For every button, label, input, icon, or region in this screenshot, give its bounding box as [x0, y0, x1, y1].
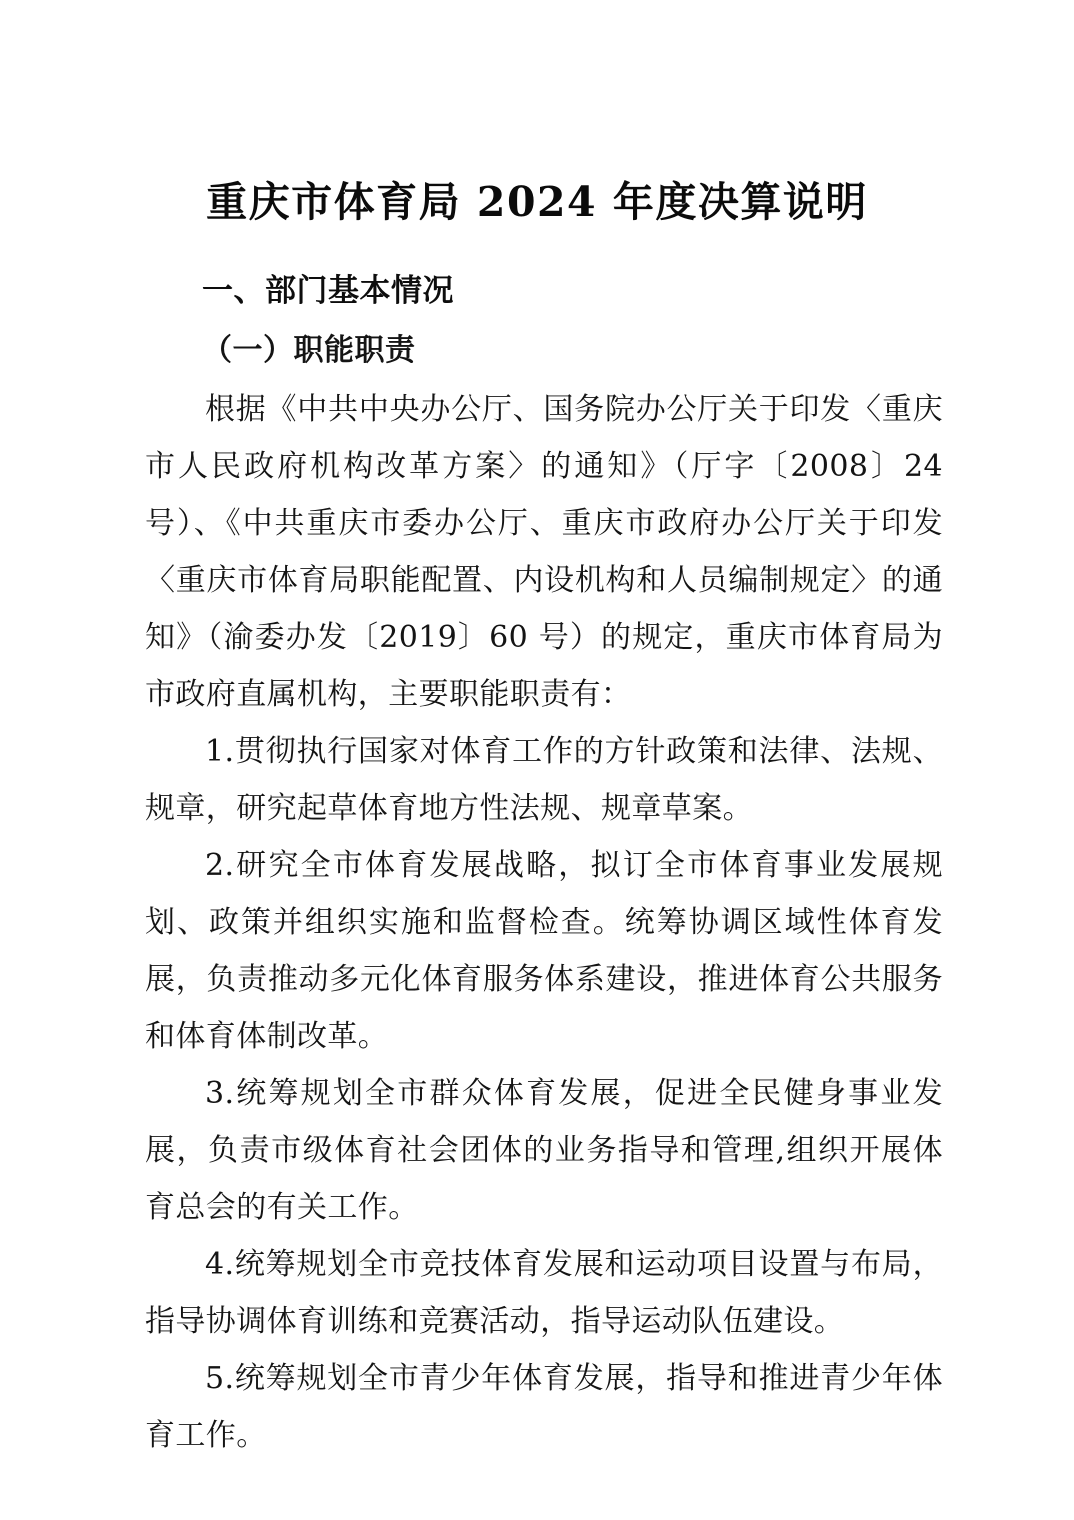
section-heading-level-2: （一）职能职责	[202, 333, 416, 368]
body-paragraph: 4.统筹规划全市竞技体育发展和运动项目设置与布局，指导协调体育训练和竞赛活动，指导运动队伍建设。	[145, 1247, 943, 1339]
page-title: 重庆市体育局 2024 年度决算说明	[206, 178, 868, 227]
body-paragraph: 3.统筹规划全市群众体育发展，促进全民健身事业发展，负责市级体育社会团体的业务指导和管理,组织开展体育总会的有关工作。	[145, 1076, 943, 1225]
body-paragraph: 5.统筹规划全市青少年体育发展，指导和推进青少年体育工作。	[145, 1361, 943, 1453]
document-body	[145, 262, 943, 1464]
body-paragraph: 根据《中共中央办公厅、国务院办公厅关于印发〈重庆市人民政府机构改革方案〉的通知》（厅字〔2008〕24 号）、《中共重庆市委办公厅、重庆市政府办公厅关于印发〈重庆市体育局职能配置、内设机构和人员编制规定〉的通知》（渝委办发〔2019〕60 号）的规定，重庆市体育局为市政府直属机构，主要职能职责有：	[145, 392, 943, 712]
body-paragraph: 1.贯彻执行国家对体育工作的方针政策和法律、法规、规章，研究起草体育地方性法规、规章草案。	[145, 734, 943, 826]
body-paragraph: 2.研究全市体育发展战略，拟订全市体育事业发展规划、政策并组织实施和监督检查。统筹协调区域性体育发展，负责推动多元化体育服务体系建设，推进体育公共服务和体育体制改革。	[145, 848, 943, 1054]
section-heading-level-1: 一、部门基本情况	[202, 273, 454, 308]
